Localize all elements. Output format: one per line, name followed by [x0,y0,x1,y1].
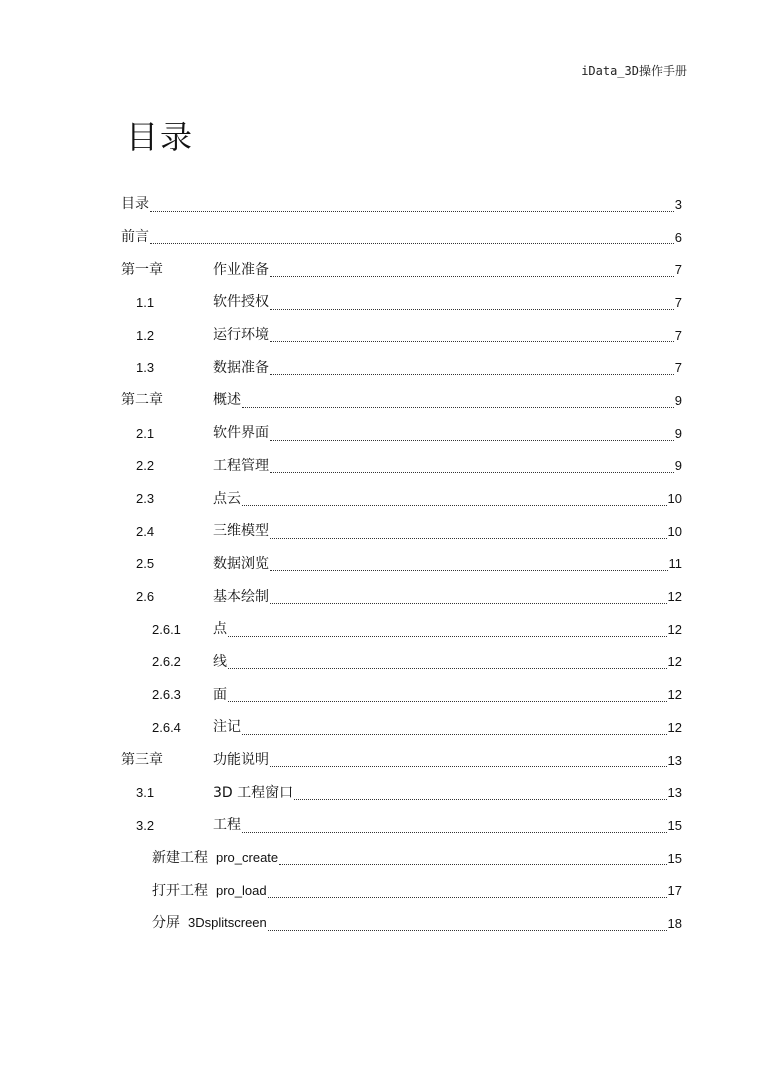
table-of-contents [121,188,682,940]
toc-entry-title-command: 3Dsplitscreen [188,915,267,931]
toc-entry-page-number: 7 [674,360,682,376]
toc-entry-page-number: 10 [667,491,682,507]
dot-leader [270,308,674,310]
toc-entry-page-number: 15 [667,850,682,866]
dot-leader [270,537,667,539]
toc-entry-page-number: 9 [674,392,682,408]
toc-entry-title: 线 [213,653,227,670]
toc-entry[interactable] [121,384,682,417]
toc-entry-title: 注记 [213,719,241,736]
toc-entry-page-number: 11 [668,556,682,572]
toc-entry[interactable] [121,319,682,352]
toc-entry-page-number: 7 [674,262,682,278]
toc-entry-title-cjk: 新建工程 [152,850,208,867]
toc-entry[interactable] [121,482,682,515]
toc-entry[interactable] [121,874,682,907]
dot-leader [294,798,666,800]
toc-entry-title: 前言 [121,229,149,246]
dot-leader [242,831,667,833]
toc-entry[interactable] [121,417,682,450]
toc-entry-page-number: 10 [667,523,682,539]
toc-entry-number: 2.6.1 [152,621,181,637]
toc-entry[interactable] [121,711,682,744]
toc-entry-number: 1.1 [136,294,155,310]
toc-entry-page-number: 13 [667,785,682,801]
toc-entry-page-number: 15 [667,817,682,833]
dot-leader [242,504,667,506]
toc-entry-title: 点 [213,621,227,638]
toc-entry-number: 2.6 [136,589,155,605]
toc-entry-title-command: pro_create [216,850,279,866]
dot-leader [228,635,667,637]
toc-entry-page-number: 12 [667,589,682,605]
toc-entry[interactable] [121,646,682,679]
toc-entry-title [152,851,278,865]
toc-entry[interactable] [121,842,682,875]
dot-leader [270,275,674,277]
toc-entry-page-number: 17 [667,883,682,899]
toc-entry-title: 运行环境 [213,327,269,344]
toc-entry-number: 3.1 [136,785,155,801]
toc-entry[interactable] [121,450,682,483]
dot-leader [270,439,674,441]
toc-entry-number: 2.6.2 [152,654,181,670]
toc-entry-page-number: 6 [674,229,682,245]
toc-entry-number: 1.3 [136,360,155,376]
toc-entry[interactable] [121,351,682,384]
toc-entry-number: 第一章 [121,261,163,278]
toc-entry-title: 面 [213,686,227,703]
toc-entry-page-number: 13 [667,752,682,768]
toc-entry-number: 2.6.3 [152,687,181,703]
toc-entry-page-number: 3 [674,196,682,212]
dot-leader [270,765,667,767]
toc-entry-page-number: 12 [667,687,682,703]
toc-entry-title: 作业准备 [213,261,269,278]
toc-entry-number: 第三章 [121,752,163,769]
toc-entry-title: 3D 工程窗口 [213,784,294,801]
toc-entry-title: 数据浏览 [213,555,269,572]
toc-entry-title-command: pro_load [216,882,267,898]
dot-leader [270,602,667,604]
running-header: iData_3D操作手册 [581,64,687,78]
toc-entry-page-number: 9 [674,425,682,441]
toc-entry-title-cjk: 分屏 [152,915,180,932]
page-title: 目录 [126,118,195,156]
toc-entry-page-number: 12 [667,621,682,637]
dot-leader [242,406,674,408]
dot-leader [270,471,674,473]
toc-entry-page-number: 7 [674,294,682,310]
toc-entry[interactable] [121,744,682,777]
toc-entry[interactable] [121,907,682,940]
dot-leader [270,569,668,571]
toc-entry-title: 软件界面 [213,425,269,442]
toc-entry-number: 2.5 [136,556,155,572]
toc-entry-number: 2.1 [136,425,155,441]
toc-entry-number: 1.2 [136,327,155,343]
dot-leader [150,242,674,244]
toc-entry-title: 三维模型 [213,523,269,540]
dot-leader [268,896,667,898]
toc-entry[interactable] [121,286,682,319]
dot-leader [279,863,666,865]
toc-entry-page-number: 18 [667,915,682,931]
dot-leader [228,700,667,702]
toc-entry-number: 2.4 [136,523,155,539]
toc-entry-number: 2.2 [136,458,155,474]
toc-entry-title: 软件授权 [213,294,269,311]
toc-entry-title: 功能说明 [213,752,269,769]
toc-entry-title [152,916,267,930]
toc-entry[interactable] [121,678,682,711]
toc-entry[interactable] [121,548,682,581]
dot-leader [270,340,674,342]
dot-leader [242,733,667,735]
toc-entry-number: 2.6.4 [152,719,181,735]
toc-entry-title: 目录 [121,196,149,213]
toc-entry-title-cjk: 打开工程 [152,882,208,899]
toc-entry-page-number: 12 [667,654,682,670]
toc-entry-title: 工程管理 [213,457,269,474]
dot-leader [270,373,674,375]
toc-entry[interactable] [121,253,682,286]
toc-entry-title: 概述 [213,392,241,409]
toc-entry-title: 点云 [213,490,241,507]
toc-entry[interactable] [121,221,682,254]
toc-entry[interactable] [121,809,682,842]
toc-entry-page-number: 7 [674,327,682,343]
dot-leader [228,667,667,669]
toc-entry[interactable] [121,613,682,646]
dot-leader [150,210,674,212]
toc-entry-title [152,884,267,898]
toc-entry[interactable] [121,776,682,809]
toc-entry-page-number: 12 [667,719,682,735]
toc-entry-number: 3.2 [136,817,155,833]
toc-entry-number: 第二章 [121,392,163,409]
toc-entry[interactable] [121,580,682,613]
toc-entry[interactable] [121,188,682,221]
dot-leader [268,929,667,931]
toc-entry-title: 数据准备 [213,359,269,376]
toc-entry-number: 2.3 [136,491,155,507]
toc-entry-title: 工程 [213,817,241,834]
toc-entry-page-number: 9 [674,458,682,474]
toc-entry-title: 基本绘制 [213,588,269,605]
toc-entry[interactable] [121,515,682,548]
